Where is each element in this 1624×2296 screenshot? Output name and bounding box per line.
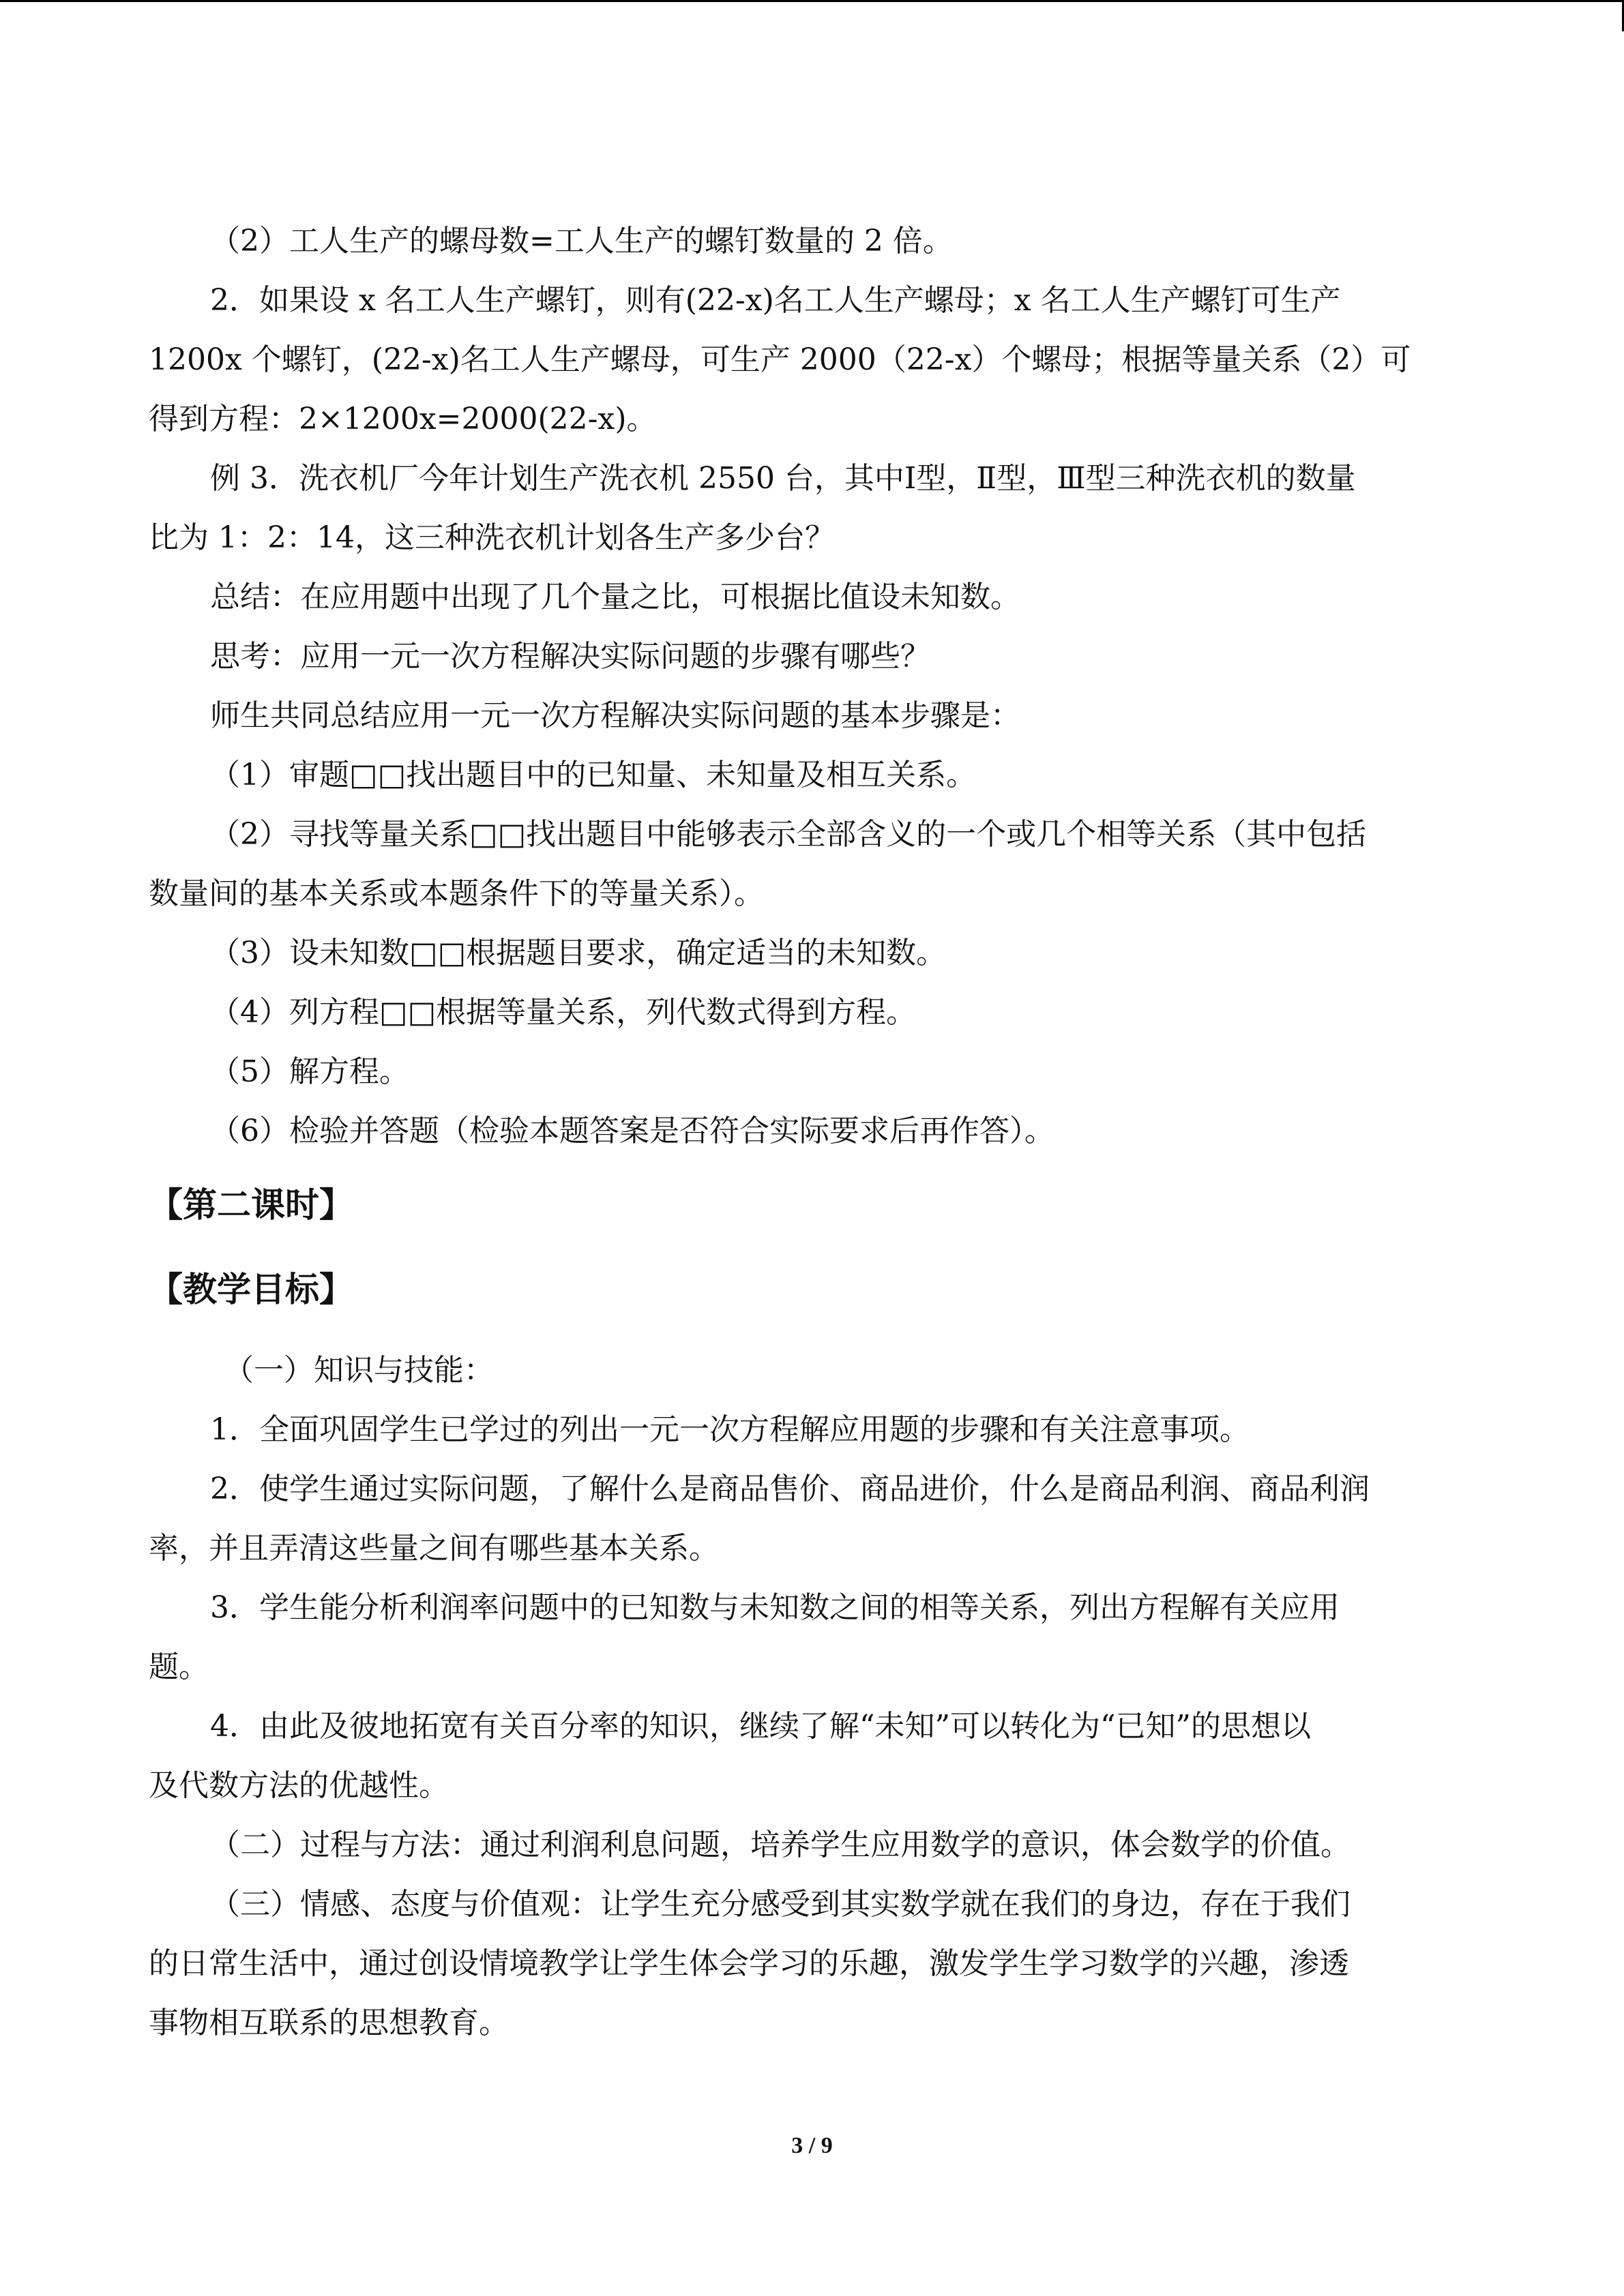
- paragraph: 事物相互联系的思想教育。: [149, 2006, 509, 2040]
- paragraph: 1．全面巩固学生已学过的列出一元一次方程解应用题的步骤和有关注意事项。: [210, 1412, 1250, 1447]
- paragraph: 3．学生能分析利润率问题中的已知数与未知数之间的相等关系，列出方程解有关应用: [210, 1590, 1340, 1625]
- paragraph: 师生共同总结应用一元一次方程解决实际问题的基本步骤是：: [210, 698, 1020, 733]
- paragraph: 1200x 个螺钉，(22-x)名工人生产螺母，可生产 2000（22-x）个螺母；根据等量关系（2）可: [149, 342, 1411, 377]
- paragraph: 及代数方法的优越性。: [149, 1768, 449, 1803]
- paragraph: 数量间的基本关系或本题条件下的等量关系）。: [149, 876, 764, 911]
- top-border-rule: [0, 0, 1624, 2]
- paragraph: 2．如果设 x 名工人生产螺钉，则有(22-x)名工人生产螺母；x 名工人生产螺钉可生产: [210, 283, 1341, 318]
- paragraph: 的日常生活中，通过创设情境教学让学生体会学习的乐趣，激发学生学习数学的兴趣，渗透: [149, 1946, 1349, 1981]
- paragraph: 2．使学生通过实际问题，了解什么是商品售价、商品进价，什么是商品利润、商品利润: [210, 1472, 1370, 1506]
- paragraph: （2）工人生产的螺母数=工人生产的螺钉数量的 2 倍。: [210, 224, 953, 258]
- paragraph: 率，并且弄清这些量之间有哪些基本关系。: [149, 1531, 719, 1566]
- document-body: [149, 211, 1475, 2053]
- paragraph: 例 3．洗衣机厂今年计划生产洗衣机 2550 台，其中Ⅰ型，Ⅱ型，Ⅲ型三种洗衣机的数量: [210, 461, 1356, 496]
- objectives-heading: 【教学目标】: [149, 1270, 353, 1309]
- paragraph: （3）设未知数□□根据题目要求，确定适当的未知数。: [210, 936, 947, 970]
- paragraph: （4）列方程□□根据等量关系，列代数式得到方程。: [210, 995, 917, 1030]
- paragraph: （2）寻找等量关系□□找出题目中能够表示全部含义的一个或几个相等关系（其中包括: [210, 817, 1367, 852]
- paragraph: （6）检验并答题（检验本题答案是否符合实际要求后再作答）。: [210, 1114, 1054, 1148]
- paragraph: 思考：应用一元一次方程解决实际问题的步骤有哪些？: [210, 639, 930, 674]
- objectives-section: [149, 1341, 1475, 2053]
- paragraph: 总结：在应用题中出现了几个量之比，可根据比值设未知数。: [210, 580, 1020, 614]
- paragraph: （二）过程与方法：通过利润利息问题，培养学生应用数学的意识，体会数学的价值。: [210, 1828, 1350, 1862]
- paragraph: （一）知识与技能：: [224, 1353, 494, 1388]
- paragraph: 4．由此及彼地拓宽有关百分率的知识，继续了解“未知”可以转化为“已知”的思想以: [210, 1709, 1311, 1744]
- paragraph: （1）审题□□找出题目中的已知量、未知量及相互关系。: [210, 758, 977, 792]
- paragraph: 比为 1：2：14，这三种洗衣机计划各生产多少台？: [149, 520, 835, 555]
- paragraph: （5）解方程。: [210, 1054, 409, 1089]
- lesson-heading: 【第二课时】: [149, 1185, 353, 1225]
- paragraph: （三）情感、态度与价值观：让学生充分感受到其实数学就在我们的身边，存在于我们: [210, 1887, 1350, 1922]
- paragraph: 题。: [149, 1650, 209, 1684]
- page-number: 3 / 9: [791, 2133, 833, 2158]
- paragraph: 得到方程：2×1200x=2000(22-x)。: [149, 402, 657, 436]
